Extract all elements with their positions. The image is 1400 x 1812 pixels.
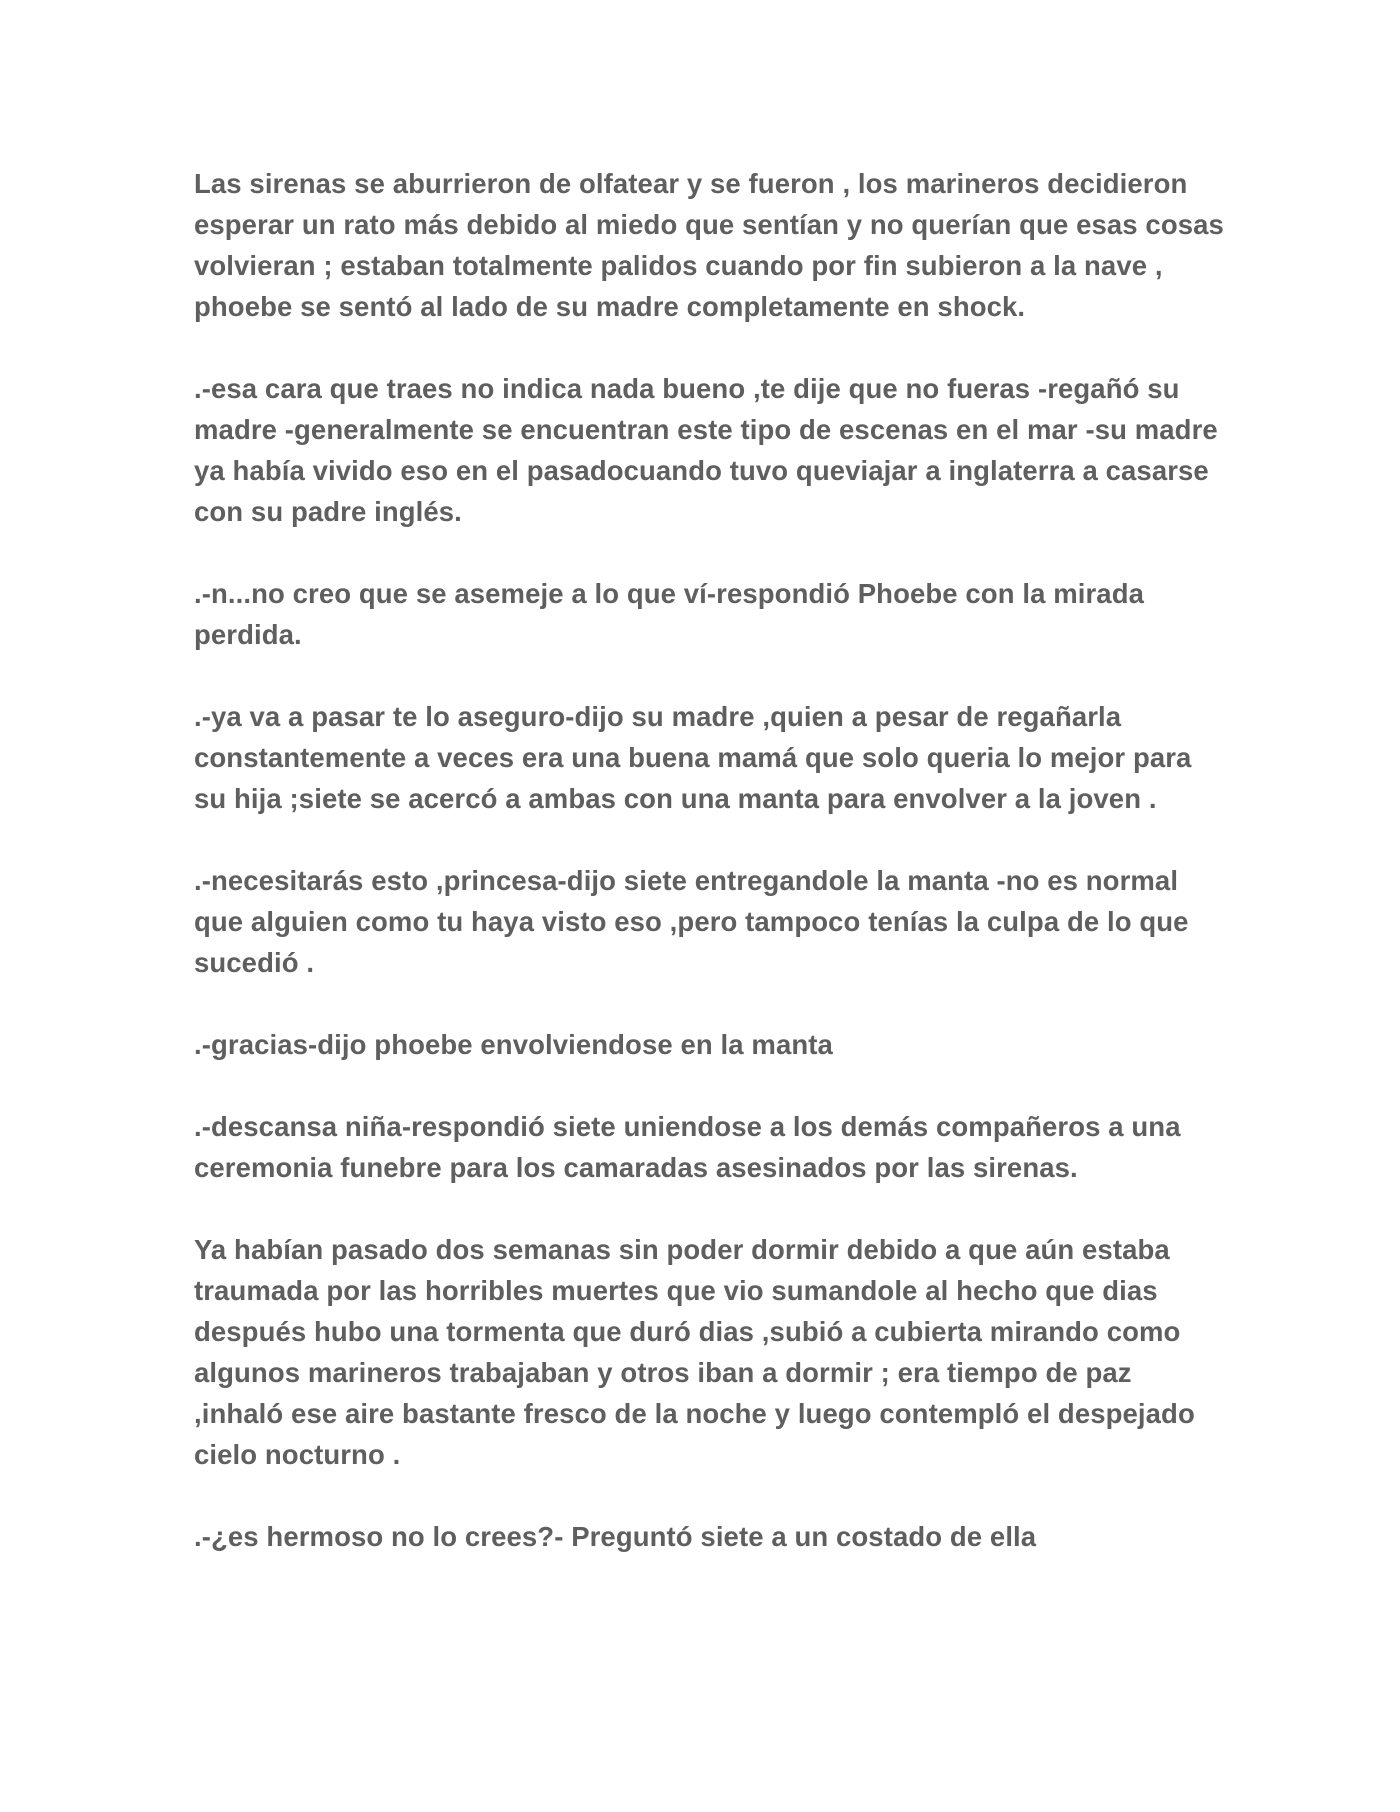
paragraph-9: .-¿es hermoso no lo crees?- Preguntó siete a un costado de ella — [194, 1521, 1037, 1552]
paragraph-8: Ya habían pasado dos semanas sin poder dormir debido a que aún estaba traumada por las horribles muertes que vio sumandole al hecho que dias después hubo una tormenta que duró dias ,subió a cubierta mirando como algunos marineros trabajaban y otros iban a dormir ; era tiempo de paz ,inhaló ese aire bastante fresco de la noche y luego contempló el despejado cielo nocturno . — [194, 1234, 1195, 1470]
document-body — [194, 163, 1224, 1557]
paragraph-3: .-n...no creo que se asemeje a lo que ví-respondió Phoebe con la mirada perdida. — [194, 578, 1144, 650]
paragraph-6: .-gracias-dijo phoebe envolviendose en la manta — [194, 1029, 833, 1060]
paragraph-1: Las sirenas se aburrieron de olfatear y se fueron , los marineros decidieron esperar un rato más debido al miedo que sentían y no querían que esas cosas volvieran ; estaban totalmente palidos cuando por fin subieron a la nave , phoebe se sentó al lado de su madre completamente en shock. — [194, 168, 1224, 322]
paragraph-5: .-necesitarás esto ,princesa-dijo siete entregandole la manta -no es normal que alguien como tu haya visto eso ,pero tampoco tenías la culpa de lo que sucedió . — [194, 865, 1189, 978]
paragraph-4: .-ya va a pasar te lo aseguro-dijo su madre ,quien a pesar de regañarla constantemente a veces era una buena mamá que solo queria lo mejor para su hija ;siete se acercó a ambas con una manta para envolver a la joven . — [194, 701, 1192, 814]
paragraph-7: .-descansa niña-respondió siete uniendose a los demás compañeros a una ceremonia funebre para los camaradas asesinados por las sirenas. — [194, 1111, 1181, 1183]
paragraph-2: .-esa cara que traes no indica nada bueno ,te dije que no fueras -regañó su madre -generalmente se encuentran este tipo de escenas en el mar -su madre ya había vivido eso en el pasadocuando tuvo queviajar a inglaterra a casarse con su padre inglés. — [194, 373, 1218, 527]
